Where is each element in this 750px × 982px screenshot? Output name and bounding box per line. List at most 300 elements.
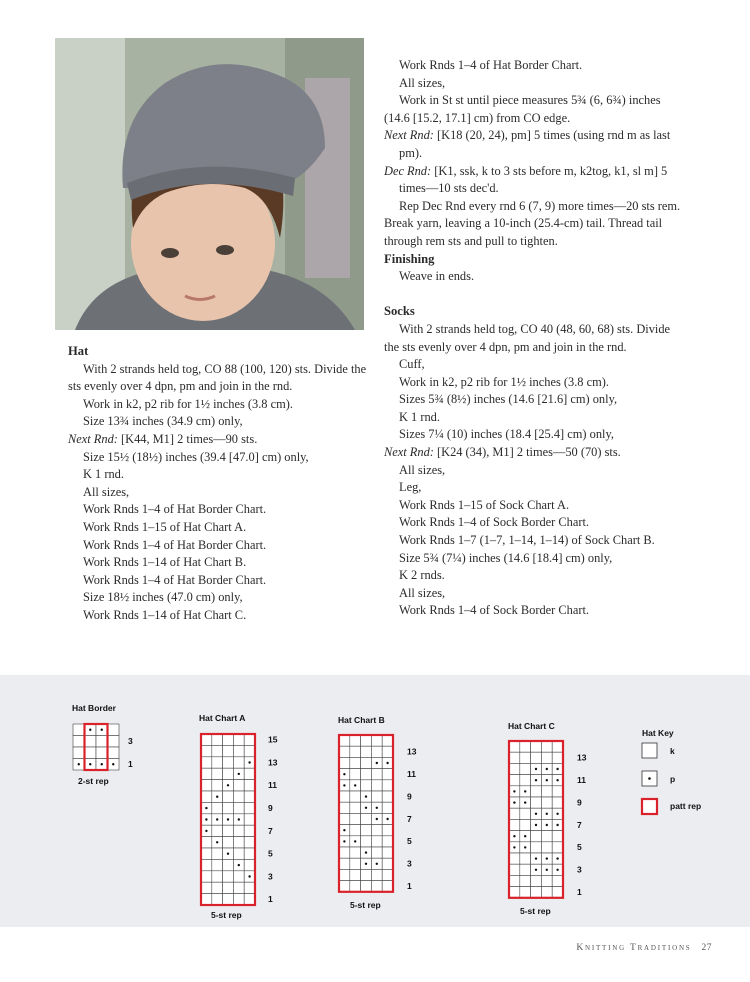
chart-b-cell xyxy=(361,836,372,847)
chart-c-row-label: 1 xyxy=(577,887,582,897)
chart-a-purl-dot xyxy=(216,841,218,843)
chart-c-purl-dot xyxy=(535,768,537,770)
chart-b-cell xyxy=(350,813,361,824)
step-label: Dec Rnd: xyxy=(384,163,432,178)
chart-a-cell xyxy=(212,894,223,905)
step-text: Work Rnds 1–4 of Sock Border Chart. xyxy=(399,515,590,530)
chart-a-cell xyxy=(244,882,255,893)
chart-b-cell xyxy=(382,881,393,892)
chart-b-cell xyxy=(371,769,382,780)
socks-line xyxy=(384,462,684,480)
chart-a-cell xyxy=(212,802,223,813)
step-text: All sizes, xyxy=(399,462,446,477)
hat-border-cell xyxy=(108,747,120,759)
chart-c-cell xyxy=(552,842,563,853)
hat-line xyxy=(68,361,368,396)
socks-line xyxy=(384,514,684,532)
running-footer xyxy=(576,943,712,953)
chart-b-cell xyxy=(361,825,372,836)
hat-border-row-label: 3 xyxy=(128,736,133,747)
hat-border-cell xyxy=(73,724,85,736)
chart-b-cell xyxy=(382,836,393,847)
chart-a-cell xyxy=(201,837,212,848)
socks-line xyxy=(384,356,684,374)
chart-a-cell xyxy=(244,814,255,825)
finishing-line: Weave in ends. xyxy=(399,269,475,284)
chart-a-cell xyxy=(223,745,234,756)
hat-line xyxy=(68,537,368,555)
chart-c-cell xyxy=(520,752,531,763)
chart-a-cell xyxy=(244,768,255,779)
step-text: K 1 rnd. xyxy=(399,409,440,424)
chart-b-cell xyxy=(350,769,361,780)
chart-b-cell xyxy=(361,746,372,757)
chart-a-cell xyxy=(212,882,223,893)
chart-a-cell xyxy=(201,859,212,870)
right-instructions xyxy=(384,57,684,620)
chart-a-cell xyxy=(223,768,234,779)
hat-border-rep-label: 2-st rep xyxy=(78,776,109,786)
chart-b-cell xyxy=(350,746,361,757)
chart-b-purl-dot xyxy=(365,863,367,865)
chart-c-cell xyxy=(509,763,520,774)
chart-a-row-label: 1 xyxy=(268,894,273,905)
socks-line xyxy=(384,374,684,392)
hat-border-cell xyxy=(73,736,85,748)
step-text: Sizes 5¾ (8½) inches (14.6 [21.6] cm) only, xyxy=(399,392,618,407)
chart-c-purl-dot xyxy=(524,835,526,837)
chart-b-purl-dot xyxy=(354,840,356,842)
step-text: Work in k2, p2 rib for 1½ inches (3.8 cm). xyxy=(83,396,293,411)
chart-a-cell xyxy=(244,745,255,756)
hat-border-row-label: 1 xyxy=(128,759,133,770)
hat-key-title: Hat Key xyxy=(642,728,674,738)
chart-a-cell xyxy=(201,768,212,779)
chart-c-cell xyxy=(552,786,563,797)
step-text: Rep Dec Rnd every rnd 6 (7, 9) more times—20 sts rem. Break yarn, leaving a 10-inch (25.4-cm) tail. Thread tail through rem sts and pull to tighten. xyxy=(384,198,681,248)
chart-c-row-label: 9 xyxy=(577,797,582,808)
socks-line xyxy=(384,391,684,409)
key-knit-swatch xyxy=(642,743,657,758)
chart-b-cell xyxy=(339,746,350,757)
hat-border-cell xyxy=(85,747,97,759)
hat-border-cell xyxy=(108,736,120,748)
chart-a-purl-dot xyxy=(227,784,229,786)
chart-c-cell xyxy=(531,752,542,763)
chart-c-cell xyxy=(509,819,520,830)
chart-c-cell xyxy=(531,887,542,898)
chart-b-cell xyxy=(371,836,382,847)
chart-c-cell xyxy=(541,875,552,886)
hat-border-purl-dot xyxy=(78,763,80,765)
chart-c-cell xyxy=(541,887,552,898)
chart-c-purl-dot xyxy=(556,768,558,770)
chart-a-cell xyxy=(212,734,223,745)
chart-a-rep-label: 5-st rep xyxy=(211,910,242,920)
chart-c-cell xyxy=(541,797,552,808)
chart-c-row-label: 13 xyxy=(577,752,587,763)
step-text: Work Rnds 1–4 of Hat Border Chart. xyxy=(83,537,267,552)
chart-a-purl-dot xyxy=(205,830,207,832)
chart-grids xyxy=(73,724,587,905)
chart-c-cell xyxy=(552,887,563,898)
chart-b-cell xyxy=(382,746,393,757)
chart-c-purl-dot xyxy=(556,779,558,781)
chart-b-purl-dot xyxy=(343,773,345,775)
chart-b-cell xyxy=(339,813,350,824)
chart-a-purl-dot xyxy=(227,818,229,820)
chart-c-row-label: 3 xyxy=(577,864,582,875)
chart-b-cell xyxy=(350,858,361,869)
chart-c-cell xyxy=(509,853,520,864)
chart-a-cell xyxy=(244,825,255,836)
chart-a-cell xyxy=(212,780,223,791)
chart-c-cell xyxy=(520,819,531,830)
chart-b-cell xyxy=(361,769,372,780)
chart-b-cell xyxy=(371,780,382,791)
chart-a-cell xyxy=(201,757,212,768)
chart-b-cell xyxy=(371,791,382,802)
chart-c-cell xyxy=(541,752,552,763)
chart-a-cell xyxy=(233,825,244,836)
socks-line xyxy=(384,479,684,497)
hat-heading: Hat xyxy=(68,344,89,358)
hat-border-purl-dot xyxy=(112,763,114,765)
chart-a-cell xyxy=(233,871,244,882)
chart-c-cell xyxy=(520,808,531,819)
chart-c-purl-dot xyxy=(546,869,548,871)
chart-a-purl-dot xyxy=(248,875,250,877)
hat-line xyxy=(68,519,368,537)
chart-c-cell xyxy=(531,875,542,886)
chart-c-purl-dot xyxy=(556,813,558,815)
chart-b-cell xyxy=(382,847,393,858)
chart-c-cell xyxy=(541,831,552,842)
chart-b-row-label: 9 xyxy=(407,791,412,802)
chart-a-cell xyxy=(212,745,223,756)
step-text: Work Rnds 1–14 of Hat Chart B. xyxy=(83,555,247,570)
chart-a-cell xyxy=(212,859,223,870)
chart-c-purl-dot xyxy=(524,790,526,792)
chart-c-cell xyxy=(552,831,563,842)
chart-a-row-label: 5 xyxy=(268,848,273,859)
chart-c-cell xyxy=(552,741,563,752)
chart-b-cell xyxy=(339,881,350,892)
hat-border-cell xyxy=(85,736,97,748)
chart-a-cell xyxy=(201,780,212,791)
socks-line xyxy=(384,602,684,620)
chart-a-cell xyxy=(223,894,234,905)
hat-line xyxy=(68,484,368,502)
hat-line xyxy=(384,75,684,93)
chart-c-cell xyxy=(520,875,531,886)
socks-line xyxy=(384,567,684,585)
chart-a-cell xyxy=(233,882,244,893)
step-text: With 2 strands held tog, CO 88 (100, 120) sts. Divide the sts evenly over 4 dpn, pm and join in the rnd. xyxy=(68,361,367,394)
hat-line xyxy=(384,163,684,198)
chart-c-cell xyxy=(509,864,520,875)
step-label: Next Rnd: xyxy=(384,445,434,460)
page-number: 27 xyxy=(701,943,712,953)
hat-line xyxy=(384,92,684,127)
chart-a-cell xyxy=(212,768,223,779)
chart-a-cell xyxy=(201,745,212,756)
chart-b-cell xyxy=(382,735,393,746)
chart-b-cell xyxy=(350,881,361,892)
chart-c-purl-dot xyxy=(535,779,537,781)
chart-a-cell xyxy=(223,791,234,802)
chart-b-cell xyxy=(339,735,350,746)
step-text: With 2 strands held tog, CO 40 (48, 60, 68) sts. Divide the sts evenly over 4 dpn, pm and join in the rnd. xyxy=(384,321,671,354)
chart-c-purl-dot xyxy=(513,790,515,792)
chart-a-purl-dot xyxy=(238,818,240,820)
chart-c-purl-dot xyxy=(524,801,526,803)
chart-b-row-label: 1 xyxy=(407,881,412,891)
chart-a-row-label: 7 xyxy=(268,825,273,836)
hat-border-purl-dot xyxy=(101,729,103,731)
step-text: [K44, M1] 2 times—90 sts. xyxy=(117,431,258,446)
chart-c-cell xyxy=(531,786,542,797)
chart-a-cell xyxy=(233,894,244,905)
chart-a-cell xyxy=(244,848,255,859)
chart-b-cell xyxy=(382,869,393,880)
step-text: All sizes, xyxy=(399,585,446,600)
step-text: Work Rnds 1–14 of Hat Chart C. xyxy=(83,607,247,622)
chart-c-cell xyxy=(509,887,520,898)
chart-a-cell xyxy=(233,791,244,802)
step-text: Work in k2, p2 rib for 1½ inches (3.8 cm). xyxy=(399,374,609,389)
chart-b-cell xyxy=(339,802,350,813)
hat-line xyxy=(68,413,368,431)
chart-a-row-label: 15 xyxy=(268,734,278,745)
chart-c-cell xyxy=(520,775,531,786)
chart-c-cell xyxy=(541,842,552,853)
socks-line xyxy=(384,585,684,603)
chart-b-cell xyxy=(361,757,372,768)
chart-a-cell xyxy=(223,757,234,768)
chart-c-cell xyxy=(552,797,563,808)
chart-c-purl-dot xyxy=(513,846,515,848)
chart-b-purl-dot xyxy=(376,818,378,820)
step-text: All sizes, xyxy=(399,75,446,90)
socks-line xyxy=(384,550,684,568)
chart-b-cell xyxy=(382,802,393,813)
step-text: Work Rnds 1–4 of Sock Border Chart. xyxy=(399,603,590,618)
chart-a-row-label: 11 xyxy=(268,780,277,791)
chart-a-cell xyxy=(244,780,255,791)
chart-c-cell xyxy=(531,831,542,842)
hat-line xyxy=(384,57,684,75)
chart-a-cell xyxy=(233,745,244,756)
step-text: Size 15½ (18½) inches (39.4 [47.0] cm) only, xyxy=(83,449,309,464)
step-text: Work Rnds 1–15 of Sock Chart A. xyxy=(399,497,570,512)
chart-b-purl-dot xyxy=(376,863,378,865)
chart-b-cell xyxy=(371,746,382,757)
chart-c-purl-dot xyxy=(546,813,548,815)
finishing-heading: Finishing xyxy=(384,251,435,266)
chart-b-cell xyxy=(339,847,350,858)
chart-a-cell xyxy=(233,780,244,791)
chart-a-row-label: 3 xyxy=(268,871,273,882)
hat-line xyxy=(68,431,368,449)
step-text: Work Rnds 1–4 of Hat Border Chart. xyxy=(83,572,267,587)
chart-b-cell xyxy=(371,881,382,892)
chart-c-cell xyxy=(531,842,542,853)
chart-a-cell xyxy=(233,848,244,859)
chart-b-purl-dot xyxy=(343,829,345,831)
chart-c-cell xyxy=(509,775,520,786)
chart-a-cell xyxy=(223,734,234,745)
hat-line xyxy=(68,396,368,414)
step-label: Next Rnd: xyxy=(68,431,118,446)
chart-b-cell xyxy=(371,847,382,858)
step-text: Size 5¾ (7¼) inches (14.6 [18.4] cm) only, xyxy=(399,550,613,565)
photo-child-in-hat xyxy=(55,38,364,330)
chart-b-cell xyxy=(382,780,393,791)
chart-c-cell xyxy=(509,741,520,752)
chart-b-cell xyxy=(350,757,361,768)
chart-c-cell xyxy=(520,887,531,898)
step-label: Next Rnd: xyxy=(384,128,434,143)
chart-b-cell xyxy=(339,757,350,768)
chart-a-cell xyxy=(233,802,244,813)
key-rep-label: patt rep xyxy=(670,801,702,811)
hat-border-purl-dot xyxy=(89,729,91,731)
chart-a-cell xyxy=(244,802,255,813)
step-text: Work Rnds 1–4 of Hat Border Chart. xyxy=(83,502,267,517)
chart-b-rep-label: 5-st rep xyxy=(350,900,381,910)
socks-heading: Socks xyxy=(384,304,415,319)
chart-c-cell xyxy=(520,741,531,752)
step-text: Size 13¾ inches (34.9 cm) only, xyxy=(83,414,243,429)
chart-b-cell xyxy=(350,735,361,746)
chart-b-cell xyxy=(339,791,350,802)
socks-line xyxy=(384,497,684,515)
chart-c-purl-dot xyxy=(546,768,548,770)
chart-c-cell xyxy=(520,864,531,875)
running-head: Knitting Traditions xyxy=(576,943,692,953)
hat-line xyxy=(68,466,368,484)
hat-line xyxy=(68,501,368,519)
chart-a-cell xyxy=(244,734,255,745)
step-text: [K24 (34), M1] 2 times—50 (70) sts. xyxy=(433,445,621,460)
chart-a-purl-dot xyxy=(216,796,218,798)
step-text: [K18 (20, 24), pm] 5 times (using rnd m as last pm). xyxy=(399,128,671,160)
chart-a-purl-dot xyxy=(248,761,250,763)
chart-a-cell xyxy=(201,734,212,745)
chart-a-cell xyxy=(201,791,212,802)
hat-border-cell xyxy=(96,747,108,759)
chart-c-purl-dot xyxy=(535,857,537,859)
chart-a-cell xyxy=(233,757,244,768)
chart-c-rep-label: 5-st rep xyxy=(520,906,551,916)
chart-b-purl-dot xyxy=(376,807,378,809)
hat-line xyxy=(68,554,368,572)
chart-a-cell xyxy=(223,825,234,836)
charts-svg xyxy=(0,675,750,927)
chart-a-cell xyxy=(244,894,255,905)
step-text: Work Rnds 1–4 of Hat Border Chart. xyxy=(399,58,583,72)
chart-a-cell xyxy=(201,848,212,859)
chart-a-cell xyxy=(233,734,244,745)
chart-a-cell xyxy=(212,848,223,859)
chart-a-cell xyxy=(223,882,234,893)
chart-panel xyxy=(0,675,750,927)
chart-b-cell xyxy=(382,825,393,836)
chart-b-purl-dot xyxy=(386,762,388,764)
step-text: Cuff, xyxy=(399,357,425,372)
hat-instructions xyxy=(68,343,368,625)
chart-c-row-label: 5 xyxy=(577,842,582,853)
chart-c-cell xyxy=(531,797,542,808)
chart-b-purl-dot xyxy=(343,784,345,786)
chart-b-cell xyxy=(371,869,382,880)
hat-border-cell xyxy=(96,736,108,748)
chart-a-cell xyxy=(233,837,244,848)
chart-c-cell xyxy=(509,875,520,886)
chart-a-cell xyxy=(212,757,223,768)
socks-line xyxy=(384,321,684,356)
chart-b-purl-dot xyxy=(354,784,356,786)
hat-photo-illustration xyxy=(55,38,364,330)
step-text: K 1 rnd. xyxy=(83,467,124,482)
chart-b-purl-dot xyxy=(376,762,378,764)
hat-border-cell xyxy=(73,747,85,759)
hat-line xyxy=(68,572,368,590)
chart-b-cell xyxy=(371,735,382,746)
chart-c-row-label: 11 xyxy=(577,775,586,785)
chart-a-cell xyxy=(223,802,234,813)
key-purl-label: p xyxy=(670,774,676,784)
chart-b-title: Hat Chart B xyxy=(338,715,385,725)
chart-c-purl-dot xyxy=(556,824,558,826)
key-knit-label: k xyxy=(670,746,675,756)
chart-c-purl-dot xyxy=(535,824,537,826)
hat-line xyxy=(68,589,368,607)
step-text: All sizes, xyxy=(83,484,130,499)
chart-a-purl-dot xyxy=(238,864,240,866)
hat-line xyxy=(384,127,684,162)
chart-a-cell xyxy=(212,871,223,882)
chart-c-purl-dot xyxy=(556,869,558,871)
chart-a-cell xyxy=(212,825,223,836)
chart-a-purl-dot xyxy=(216,818,218,820)
step-text: K 2 rnds. xyxy=(399,568,445,583)
chart-c-purl-dot xyxy=(513,801,515,803)
chart-a-purl-dot xyxy=(205,807,207,809)
chart-b-cell xyxy=(382,769,393,780)
socks-line xyxy=(384,532,684,550)
chart-b-purl-dot xyxy=(365,795,367,797)
chart-c-cell xyxy=(520,763,531,774)
chart-a-cell xyxy=(223,837,234,848)
hat-border-purl-dot xyxy=(101,763,103,765)
step-text: Size 18½ inches (47.0 cm) only, xyxy=(83,590,243,605)
socks-line xyxy=(384,426,684,444)
key-purl-dot xyxy=(648,777,651,780)
chart-b-cell xyxy=(350,791,361,802)
chart-c-purl-dot xyxy=(546,779,548,781)
chart-a-row-label: 13 xyxy=(268,757,278,768)
step-text: [K1, ssk, k to 3 sts before m, k2tog, k1, sl m] 5 times—10 sts dec'd. xyxy=(399,163,668,196)
hat-line xyxy=(384,198,684,251)
step-text: Sizes 7¼ (10) inches (18.4 [25.4] cm) only, xyxy=(399,427,614,442)
chart-b-cell xyxy=(361,780,372,791)
chart-c-purl-dot xyxy=(535,869,537,871)
chart-b-cell xyxy=(350,802,361,813)
hat-border-purl-dot xyxy=(89,763,91,765)
chart-a-title: Hat Chart A xyxy=(199,713,246,723)
